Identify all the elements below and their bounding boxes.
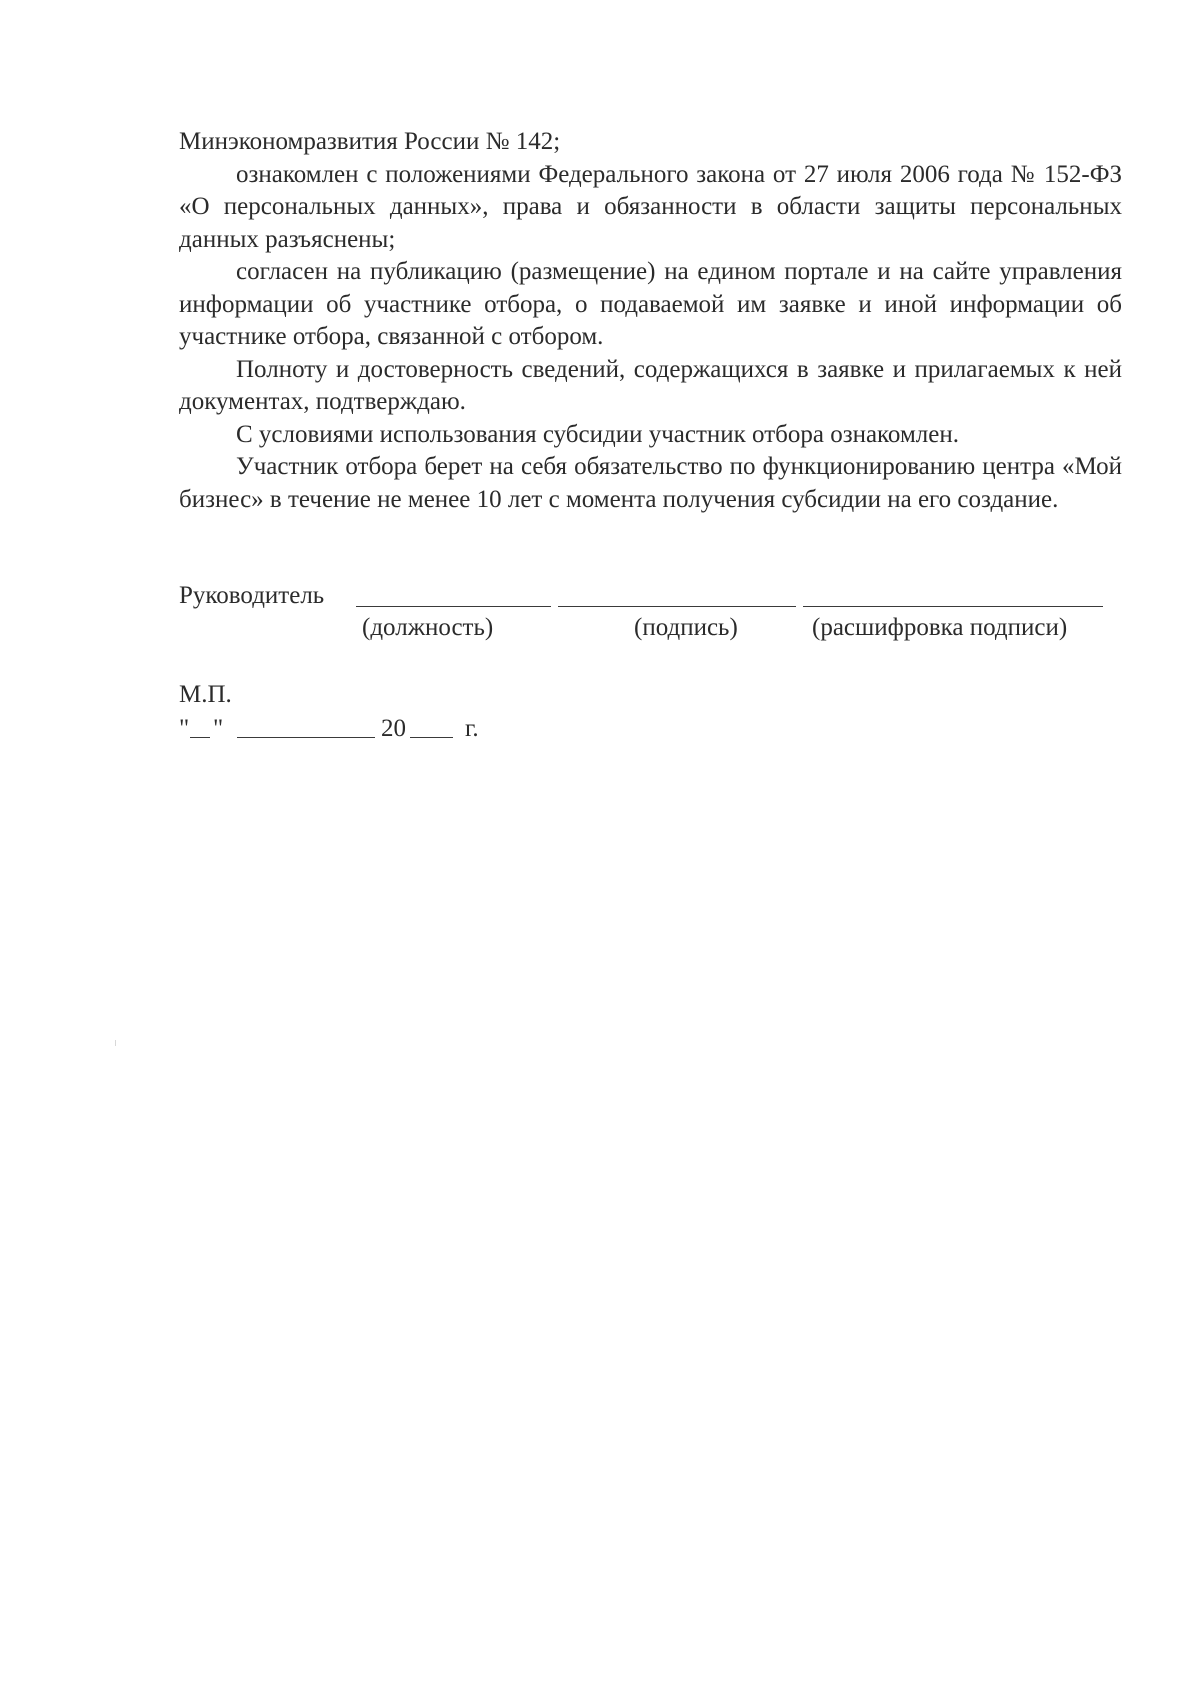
signature-decode-caption: (расшифровка подписи) xyxy=(812,614,1068,641)
position-caption: (должность) xyxy=(362,614,494,641)
seal-mark: М.П. xyxy=(179,681,232,708)
month-blank xyxy=(237,737,375,738)
paragraph-obligation: Участник отбора берет на себя обязательство по функционированию центра «Мой бизнес» в течение не менее 10 лет с момента получения субсидии на его создание. xyxy=(179,453,1122,513)
date-quote-open: " xyxy=(179,715,190,742)
paragraph-personal-data-law: ознакомлен с положениями Федерального закона от 27 июля 2006 года № 152-ФЗ «О персональных данных», права и обязанности в области защиты персональных данных разъяснены; xyxy=(179,160,1122,253)
paragraph-publication-consent: согласен на публикацию (размещение) на едином портале и на сайте управления информации об участнике отбора, о подаваемой им заявке и иной информации об участнике отбора, связанной с отбором. xyxy=(179,258,1122,350)
signature-blank xyxy=(558,606,796,607)
date-quote-close: " xyxy=(213,715,224,742)
document-body xyxy=(179,126,1122,516)
signature-decode-blank xyxy=(803,606,1103,607)
signature-line xyxy=(179,580,1122,612)
year-suffix: г. xyxy=(465,715,479,742)
day-blank xyxy=(190,737,210,738)
paragraph-order-reference: Минэкономразвития России № 142; xyxy=(179,128,561,155)
signature-label: Руководитель xyxy=(179,582,325,609)
paragraph-accuracy-confirmation: Полноту и достоверность сведений, содержащихся в заявке и прилагаемых к ней документах, подтверждаю. xyxy=(179,355,1122,415)
signature-captions xyxy=(179,612,1122,644)
year-blank xyxy=(410,737,453,738)
seal-and-date-block xyxy=(179,678,479,746)
position-blank xyxy=(356,606,551,607)
signature-block xyxy=(179,580,1122,644)
paragraph-subsidy-conditions: С условиями использования субсидии участник отбора ознакомлен. xyxy=(236,420,959,448)
year-prefix: 20 xyxy=(381,715,406,742)
scan-artifact xyxy=(115,1040,116,1046)
date-line xyxy=(179,712,479,746)
signature-caption: (подпись) xyxy=(634,614,738,641)
